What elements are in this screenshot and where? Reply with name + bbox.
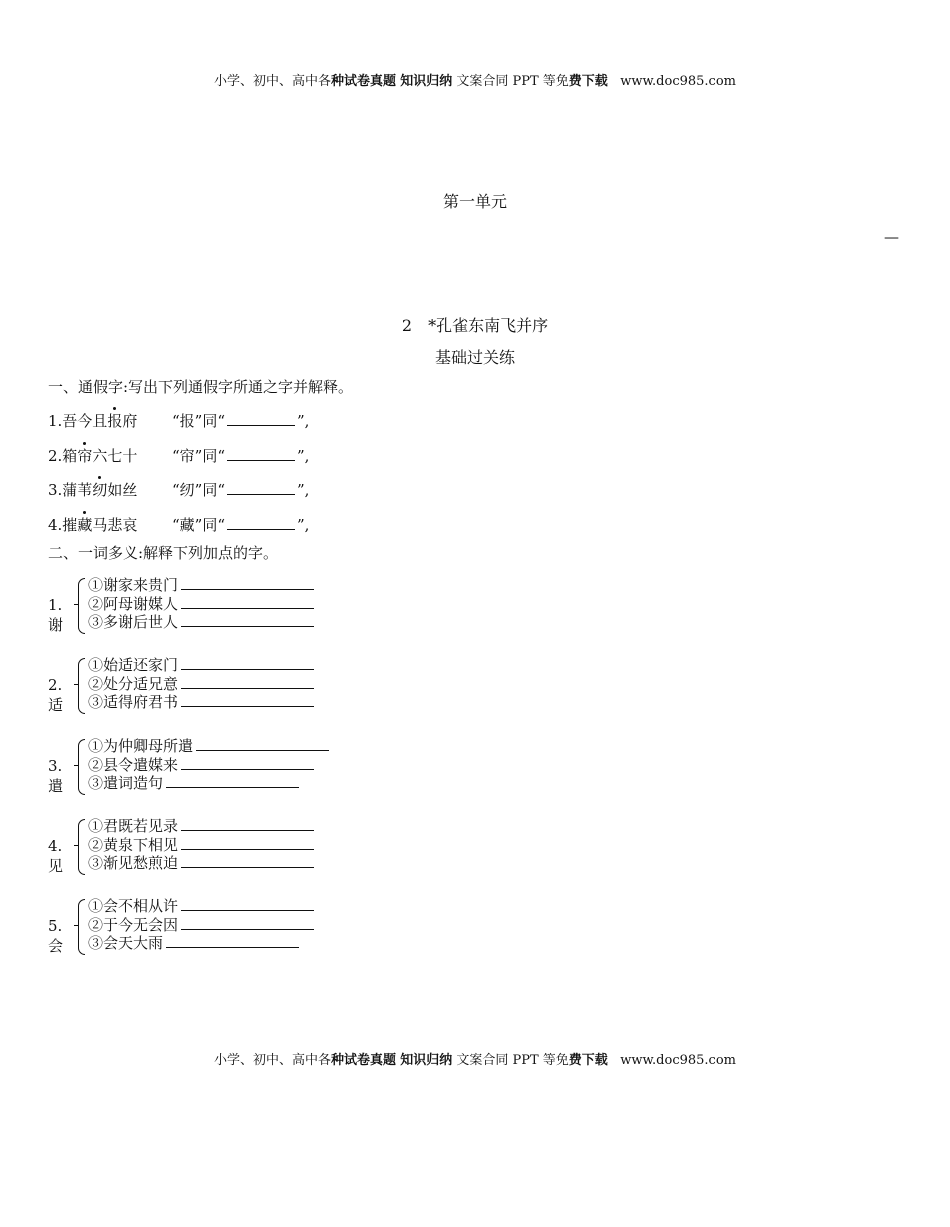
item-text: 2.箱 xyxy=(48,446,78,465)
header-text: 费下载 xyxy=(568,74,608,89)
footer-text: 种试卷真题 xyxy=(331,1053,397,1068)
polysemy-row xyxy=(88,934,314,953)
group-label: 1.谢 xyxy=(48,596,64,634)
polysemy-row xyxy=(88,774,329,793)
answer-blank[interactable] xyxy=(181,836,314,850)
lesson-title: 2 *孔雀东南飞并序 xyxy=(401,316,549,335)
group-rows xyxy=(88,576,314,632)
brace-icon xyxy=(78,899,85,955)
item-text: 六七十 xyxy=(92,446,138,465)
row-text: ②县令遣媒来 xyxy=(88,755,179,774)
brace-icon xyxy=(78,578,85,634)
group-label: 4.见 xyxy=(48,837,64,875)
dotted-char: 纫 xyxy=(92,481,108,499)
footer-link[interactable]: www.doc985.com xyxy=(620,1053,736,1068)
answer-blank[interactable] xyxy=(227,412,295,426)
polysemy-row xyxy=(88,576,314,595)
answer-blank[interactable] xyxy=(181,576,314,590)
answer-blank[interactable] xyxy=(181,817,314,831)
polysemy-row xyxy=(88,854,314,873)
row-text: ②于今无会因 xyxy=(88,915,179,934)
item-text: 1.吾今且 xyxy=(48,412,108,430)
dotted-char: 报 xyxy=(107,412,123,430)
row-text: ②阿母谢媒人 xyxy=(88,594,179,613)
section1-title: 一、通假字:写出下列通假字所通之字并解释。 xyxy=(48,378,354,396)
question-end: ”, xyxy=(297,446,310,465)
row-text: ①会不相从许 xyxy=(88,897,179,915)
row-text: ③适得府君书 xyxy=(88,693,179,711)
group-label: 2.适 xyxy=(48,676,64,714)
tongjia-item xyxy=(48,410,310,431)
tongjia-item xyxy=(48,479,310,500)
group-rows xyxy=(88,897,314,953)
answer-blank[interactable] xyxy=(181,854,314,868)
answer-blank[interactable] xyxy=(227,447,295,461)
question-text: “纫”同“ xyxy=(172,481,226,499)
item-text: 马悲哀 xyxy=(92,515,138,534)
polysemy-row xyxy=(88,897,314,916)
answer-blank[interactable] xyxy=(166,774,299,788)
polysemy-row xyxy=(88,675,314,694)
row-text: ②处分适兄意 xyxy=(88,674,179,693)
unit-title: 第一单元 xyxy=(442,192,507,211)
question-text: “藏”同“ xyxy=(172,515,226,534)
question-end: ”, xyxy=(297,481,310,499)
header-text: 小学、初中、高中各 xyxy=(214,74,332,89)
header-text: 知识归纳 xyxy=(400,74,453,89)
footer-text: 文案合同 PPT 等免 xyxy=(456,1053,569,1068)
polysemy-row xyxy=(88,613,314,632)
answer-blank[interactable] xyxy=(196,737,329,751)
group-label: 3.遣 xyxy=(48,757,64,795)
answer-blank[interactable] xyxy=(181,595,314,609)
question-end: ”, xyxy=(297,412,310,430)
row-text: ③会天大雨 xyxy=(88,934,164,952)
row-text: ③多谢后世人 xyxy=(88,613,179,631)
header-text: 文案合同 PPT 等免 xyxy=(456,74,569,89)
item-text: 如丝 xyxy=(107,481,138,499)
dotted-char: 藏 xyxy=(77,515,93,534)
page-footer xyxy=(0,1049,950,1068)
item-question xyxy=(172,445,309,466)
header-link[interactable]: www.doc985.com xyxy=(620,74,736,89)
header-text: 种试卷真题 xyxy=(331,74,397,89)
group-label: 5.会 xyxy=(48,917,64,955)
footer-text: 知识归纳 xyxy=(400,1053,453,1068)
answer-blank[interactable] xyxy=(227,516,295,530)
group-rows xyxy=(88,737,329,793)
polysemy-row xyxy=(88,693,314,712)
tongjia-item xyxy=(48,514,310,535)
item-question xyxy=(172,410,309,431)
row-text: ①君既若见录 xyxy=(88,817,179,835)
tongjia-item xyxy=(48,445,310,466)
answer-blank[interactable] xyxy=(181,756,314,770)
item-text: 4.摧 xyxy=(48,515,78,534)
answer-blank[interactable] xyxy=(181,693,314,707)
row-text: ①为仲卿母所遣 xyxy=(88,737,194,755)
dotted-char: 帘 xyxy=(77,446,93,465)
row-text: ③渐见愁煎迫 xyxy=(88,854,179,872)
question-text: “帘”同“ xyxy=(172,446,226,465)
question-end: ”, xyxy=(297,515,310,534)
polysemy-row xyxy=(88,656,314,675)
polysemy-row xyxy=(88,836,314,855)
answer-blank[interactable] xyxy=(181,897,314,911)
footer-text: 小学、初中、高中各 xyxy=(214,1053,332,1068)
polysemy-row xyxy=(88,756,329,775)
section2-title: 二、一词多义:解释下列加点的字。 xyxy=(48,544,279,562)
row-text: ①谢家来贵门 xyxy=(88,576,179,594)
polysemy-row xyxy=(88,916,314,935)
brace-icon xyxy=(78,658,85,714)
brace-icon xyxy=(78,739,85,795)
footer-text: 费下载 xyxy=(568,1053,608,1068)
brace-icon xyxy=(78,819,85,875)
question-text: “报”同“ xyxy=(172,412,226,430)
answer-blank[interactable] xyxy=(181,916,314,930)
dash-mark: — xyxy=(884,228,899,246)
answer-blank[interactable] xyxy=(181,656,314,670)
answer-blank[interactable] xyxy=(227,481,295,495)
item-text: 3.蒲苇 xyxy=(48,481,93,499)
group-rows xyxy=(88,656,314,712)
polysemy-row xyxy=(88,737,329,756)
answer-blank[interactable] xyxy=(181,613,314,627)
row-text: ②黄泉下相见 xyxy=(88,835,179,854)
polysemy-row xyxy=(88,817,314,836)
page-header xyxy=(0,70,950,89)
item-question xyxy=(172,514,309,535)
row-text: ①始适还家门 xyxy=(88,656,179,674)
subtitle: 基础过关练 xyxy=(434,348,515,367)
answer-blank[interactable] xyxy=(181,675,314,689)
row-text: ③遣词造句 xyxy=(88,774,164,792)
answer-blank[interactable] xyxy=(166,934,299,948)
item-question xyxy=(172,479,309,500)
item-text: 府 xyxy=(122,412,138,430)
polysemy-row xyxy=(88,595,314,614)
group-rows xyxy=(88,817,314,873)
